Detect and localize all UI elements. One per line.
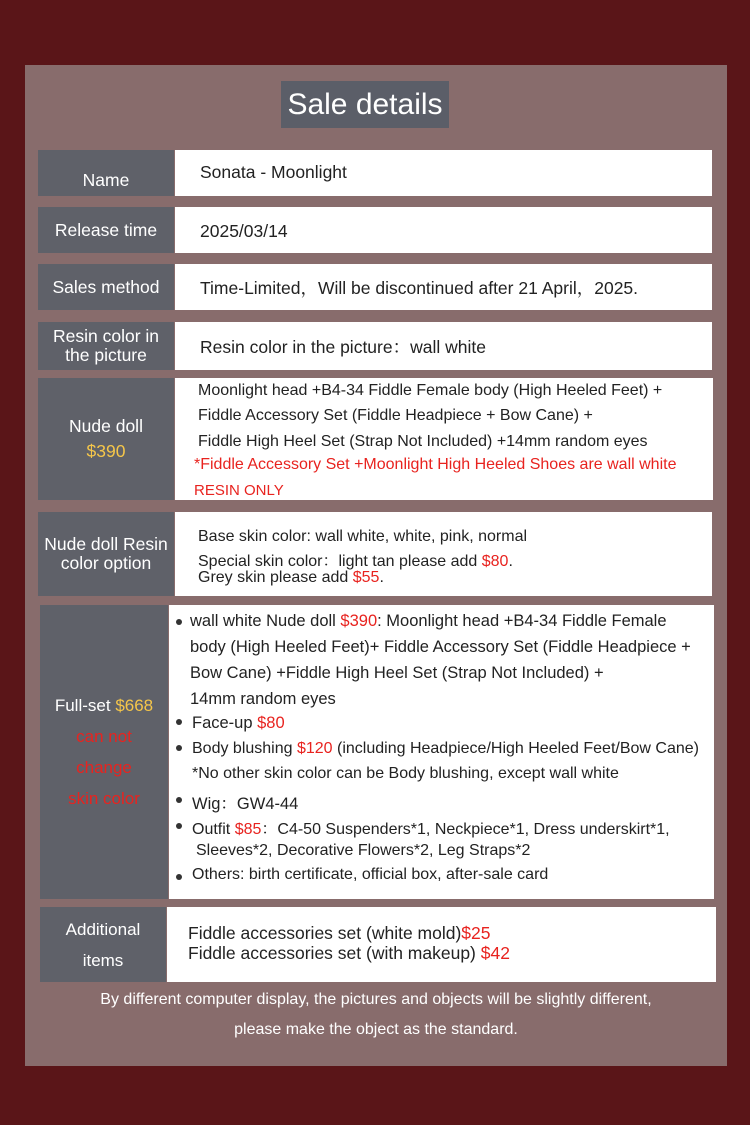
skin-option-label: Nude doll Resin color option [38,512,174,596]
full-set-label: Full-set $668 can not change skin color [40,605,168,899]
release-time-value: 2025/03/14 [175,207,712,253]
page-title: Sale details [281,81,449,128]
footer-note-line-1: By different computer display, the pictures and objects will be slightly different, [100,991,652,1008]
additional-items-value: Fiddle accessories set (white mold)$25 Fiddle accessories set (with makeup) $42 [167,907,716,982]
skin-option-value: Base skin color: wall white, white, pink, normal Special skin color：light tan please add $80. Grey skin please add $55. [175,512,712,596]
name-label: Name [38,150,174,196]
nude-doll-value: Moonlight head +B4-34 Fiddle Female body (High Heeled Feet) + Fiddle Accessory Set (Fiddle Headpiece + Bow Cane) + Fiddle High Heel Set (Strap Not Included) +14mm random eyes *Fiddle Accessory Set +Moonlight High Heeled Shoes are wall white RESIN ONLY [175,378,713,500]
full-set-price: $668 [115,696,154,715]
sales-method-label: Sales method [38,264,174,310]
resin-color-value: Resin color in the picture：wall white [175,322,712,370]
resin-color-label: Resin color in the picture [38,322,174,370]
sales-method-value: Time-Limited，Will be discontinued after 21 April，2025. [175,264,712,310]
release-time-label: Release time [38,207,174,253]
full-set-value: wall white Nude doll $390: Moonlight head +B4-34 Fiddle Female body (High Heeled Feet)+ Fiddle Accessory Set (Fiddle Headpiece + Bow Cane) +Fiddle High Heel Set (Strap Not Included) + 14mm random eyes Face-up $80 Body blushing $120 (including Headpiece/High Heeled Feet/Bow Cane) *No other skin color can be Body blushing, except wall white Wig：GW4-44 Outfit $85：C4-50 Suspenders*1, Neckpiece*1, Dress underskirt*1, Sleeves*2, Decorative Flowers*2, Leg Straps*2 Others: birth certificate, official box, after-sale card [169,605,714,899]
nude-doll-price: $390 [86,441,126,461]
name-value: Sonata - Moonlight [175,150,712,196]
footer-note-line-2: please make the object as the standard. [234,1021,518,1038]
additional-items-label: Additional items [40,907,166,982]
nude-doll-label: Nude doll $390 [38,378,174,500]
